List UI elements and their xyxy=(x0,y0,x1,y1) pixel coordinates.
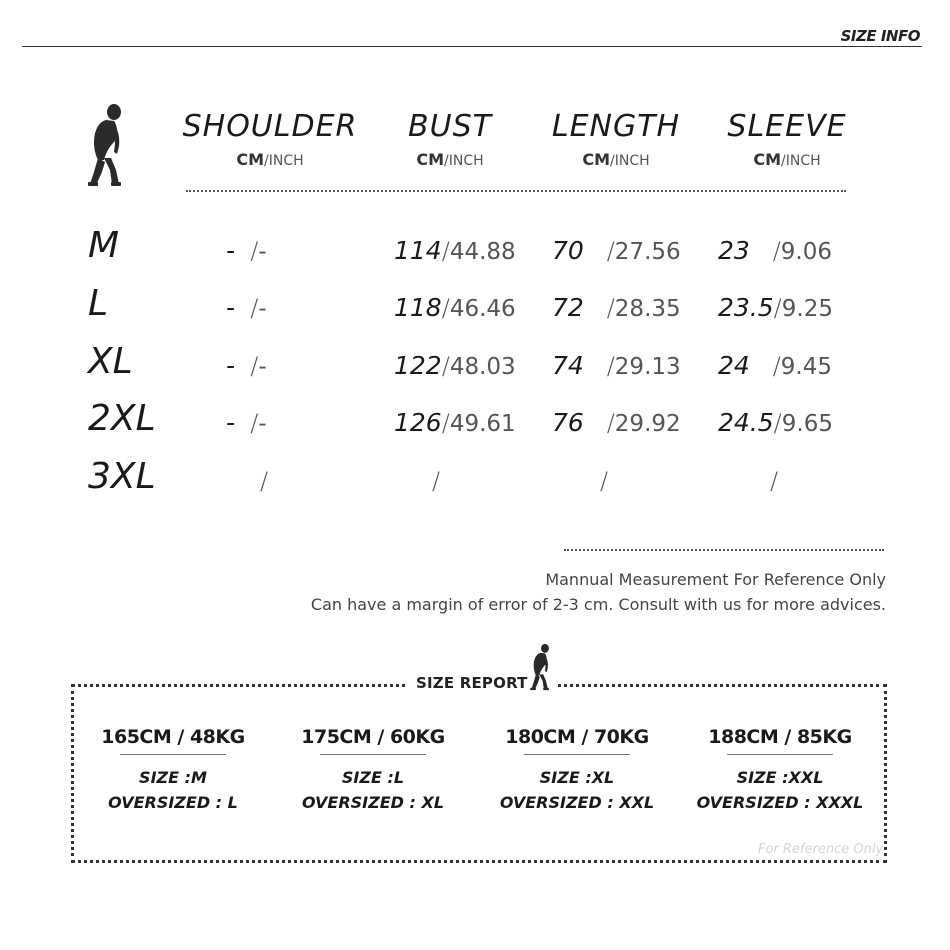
length-cell: 74 /29.13 xyxy=(552,351,681,380)
sleeve-cell: 24.5/9.65 xyxy=(718,408,833,437)
report-entry xyxy=(283,726,463,812)
header-dotted-divider xyxy=(186,190,846,192)
report-entry xyxy=(487,726,667,812)
reference-watermark: For Reference Only xyxy=(758,842,884,857)
walking-person-icon xyxy=(528,642,554,692)
shoulder-cell: - /- xyxy=(226,236,267,265)
sleeve-cell: / xyxy=(770,467,779,495)
column-name: SLEEVE xyxy=(727,109,847,144)
column-unit: CM/INCH xyxy=(236,150,304,169)
column-length xyxy=(536,110,696,169)
length-cell: 70 /27.56 xyxy=(552,236,681,265)
size-label: XL xyxy=(88,341,133,382)
bust-cell: 114/44.88 xyxy=(394,236,516,265)
report-size: SIZE :L xyxy=(341,768,405,787)
measurement-note: Mannual Measurement For Reference Only xyxy=(545,570,886,589)
report-size: SIZE :XL xyxy=(539,768,615,787)
column-shoulder xyxy=(180,110,360,169)
shoulder-cell: - /- xyxy=(226,408,267,437)
length-cell: 76 /29.92 xyxy=(552,408,681,437)
report-underline xyxy=(727,754,833,755)
size-label: 3XL xyxy=(88,456,156,497)
report-underline xyxy=(320,754,426,755)
report-underline xyxy=(524,754,630,755)
report-underline xyxy=(120,754,226,755)
report-oversized: OVERSIZED : XXXL xyxy=(696,793,864,812)
sleeve-cell: 24 /9.45 xyxy=(718,351,833,380)
notes-dotted-divider xyxy=(564,549,884,551)
size-label: M xyxy=(88,225,120,266)
bust-cell: 126/49.61 xyxy=(394,408,516,437)
bust-cell: 118/46.46 xyxy=(394,293,516,322)
bust-cell: / xyxy=(432,467,441,495)
column-unit: CM/INCH xyxy=(416,150,484,169)
column-sleeve xyxy=(712,110,862,169)
column-unit: CM/INCH xyxy=(582,150,650,169)
length-cell: 72 /28.35 xyxy=(552,293,681,322)
column-name: BUST xyxy=(408,109,492,144)
sleeve-cell: 23.5/9.25 xyxy=(718,293,833,322)
size-label: 2XL xyxy=(88,398,156,439)
shoulder-cell: / xyxy=(260,467,269,495)
report-body-measure: 165CM / 48KG xyxy=(101,726,245,748)
header-divider xyxy=(22,46,922,47)
report-size: SIZE :M xyxy=(139,768,207,787)
length-cell: / xyxy=(600,467,609,495)
report-entry xyxy=(83,726,263,812)
report-body-measure: 175CM / 60KG xyxy=(301,726,445,748)
report-oversized: OVERSIZED : XL xyxy=(301,793,445,812)
shoulder-cell: - /- xyxy=(226,351,267,380)
report-oversized: OVERSIZED : L xyxy=(108,793,238,812)
report-body-measure: 188CM / 85KG xyxy=(708,726,852,748)
report-body-measure: 180CM / 70KG xyxy=(505,726,649,748)
report-entry xyxy=(690,726,870,812)
margin-note: Can have a margin of error of 2-3 cm. Consult with us for more advices. xyxy=(310,595,886,614)
report-size: SIZE :XXL xyxy=(736,768,824,787)
report-oversized: OVERSIZED : XXL xyxy=(499,793,655,812)
column-name: SHOULDER xyxy=(182,109,358,144)
size-report-title: SIZE REPORT xyxy=(416,674,528,692)
column-name: LENGTH xyxy=(551,109,681,144)
shoulder-cell: - /- xyxy=(226,293,267,322)
column-bust xyxy=(370,110,530,169)
walking-person-icon xyxy=(84,102,130,188)
column-unit: CM/INCH xyxy=(753,150,821,169)
bust-cell: 122/48.03 xyxy=(394,351,516,380)
sleeve-cell: 23 /9.06 xyxy=(718,236,833,265)
size-label: L xyxy=(88,283,109,324)
header-title: SIZE INFO xyxy=(840,27,920,45)
